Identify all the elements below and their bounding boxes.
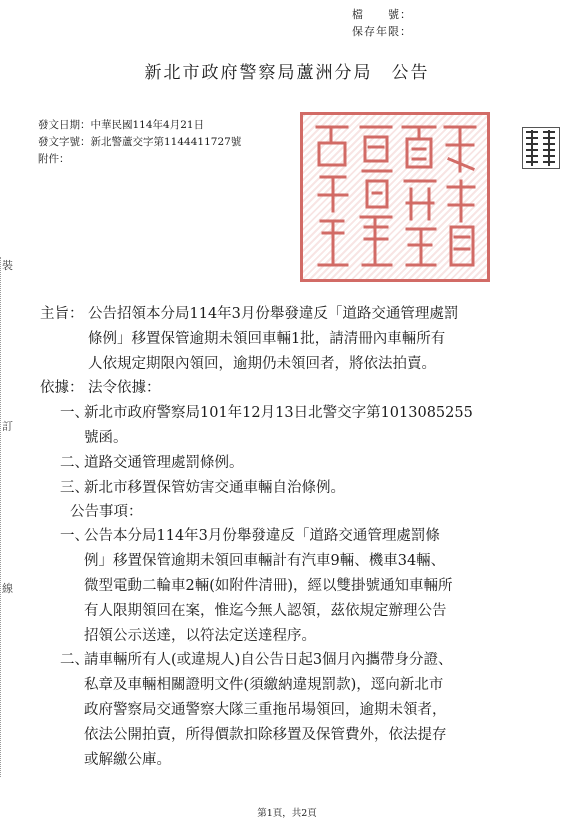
document-number: 發文字號：新北警蘆交字第1144411727號	[38, 136, 242, 148]
text-line: 道路交通管理處罰條例。	[84, 455, 244, 471]
receipt-stamp-glyphs	[523, 128, 559, 168]
text-line: 請車輛所有人(或違規人)自公告日起3個月內攜帶身分證、	[84, 652, 453, 668]
binding-line	[0, 257, 9, 777]
notice-item-number: 二、	[60, 652, 89, 668]
subject-label: 主旨：	[40, 306, 84, 322]
basis-intro: 法令依據：	[88, 380, 161, 396]
page-number: 第1頁，共2頁	[257, 808, 317, 819]
seal-glyphs	[303, 115, 487, 279]
binding-mark: 訂	[2, 420, 13, 433]
binding-mark: 線	[2, 582, 13, 595]
text-line: 號函。	[84, 430, 128, 446]
notice-label: 公告事項：	[70, 504, 143, 520]
binding-mark: 裝	[2, 259, 13, 272]
text-line: 例」移置保管逾期未領回車輛計有汽車9輛、機車34輛、	[84, 553, 446, 569]
text-line: 公告招領本分局114年3月份舉發違反「道路交通管理處罰	[88, 306, 459, 322]
subject-body	[88, 302, 508, 377]
text-line: 人依規定期限內領回，逾期仍未領回者，將依法拍賣。	[88, 356, 436, 372]
text-line: 或解繳公庫。	[84, 752, 171, 768]
basis-item-number: 一、	[60, 405, 89, 421]
text-line: 條例」移置保管逾期未領回車輛1批，請清冊內車輛所有	[88, 331, 446, 347]
basis-item-number: 二、	[60, 455, 89, 471]
text-line: 公告本分局114年3月份舉發違反「道路交通管理處罰條	[84, 528, 440, 544]
receipt-stamp	[522, 127, 560, 169]
notice-item-number: 一、	[60, 528, 89, 544]
file-number-label: 檔 號：	[352, 8, 412, 21]
basis-item	[84, 476, 494, 501]
text-line: 依法公開拍賣，所得價款扣除移置及保管費外，依法提存	[84, 727, 447, 743]
basis-item	[84, 451, 494, 476]
text-line: 私章及車輛相關證明文件(須繳納違規罰款)，逕向新北市	[84, 677, 444, 693]
text-line: 微型電動二輪車2輛(如附件清冊)，經以雙掛號通知車輛所	[84, 578, 453, 594]
text-line: 招領公示送達，以符法定送達程序。	[84, 628, 316, 644]
issue-date: 發文日期：中華民國114年4月21日	[38, 119, 205, 131]
document-title: 新北市政府警察局蘆洲分局 公告	[144, 63, 430, 83]
attachment-label: 附件：	[38, 153, 70, 165]
text-line: 新北市移置保管妨害交通車輛自治條例。	[84, 480, 345, 496]
basis-item	[84, 401, 494, 451]
text-line: 有人限期領回在案，惟迄今無人認領，茲依規定辦理公告	[84, 603, 447, 619]
retention-period-label: 保存年限：	[352, 25, 412, 38]
text-line: 政府警察局交通警察大隊三重拖吊場領回，逾期未領者，	[84, 702, 447, 718]
text-line: 新北市政府警察局101年12月13日北警交字第1013085255	[84, 405, 473, 421]
notice-item	[84, 524, 494, 649]
basis-item-number: 三、	[60, 480, 89, 496]
notice-item	[84, 648, 494, 773]
official-seal	[300, 112, 490, 282]
basis-label: 依據：	[40, 380, 84, 396]
